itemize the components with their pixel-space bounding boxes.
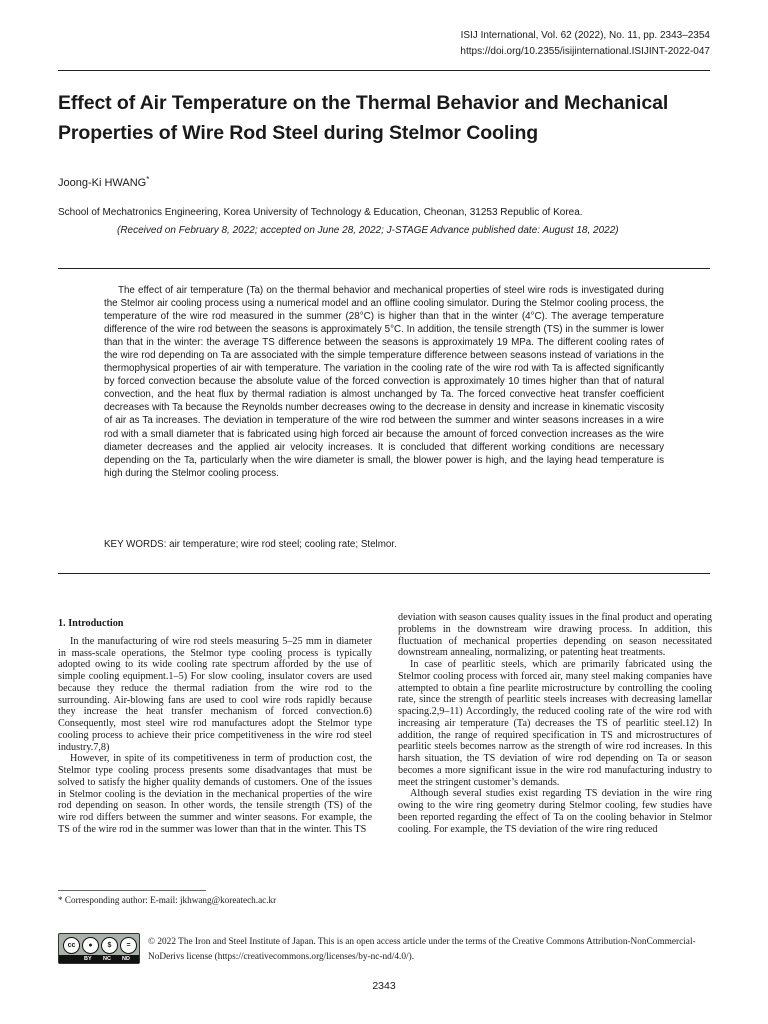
body-paragraph: In the manufacturing of wire rod steels measuring 5–25 mm in diameter in mass-scale operations, the Stelmor type cooling process is typically adopted owing to its wide cooling rate spectrum afforded by the use of simple cooling equipment.1–5) For slow cooling, insulator covers are used because they reduce the thermal radiation from the wire rod to the surrounding. Air-blowing fans are used to cool wire rods rapidly because they increase the heat transfer mechanism of forced convection.6) Consequently, most steel wire rod manufactures adopt the Stelmor type cooling process to achieve their price competitiveness in the wire rod steel industry.7,8) — [58, 635, 372, 753]
section-heading-introduction: 1. Introduction — [58, 618, 124, 629]
journal-header — [460, 28, 710, 60]
cc-icon: cc — [63, 937, 80, 954]
abstract-top-rule — [58, 268, 710, 269]
left-column — [58, 612, 372, 836]
cc-nc-label: NC — [103, 956, 111, 962]
author-line — [58, 177, 149, 189]
journal-citation: ISIJ International, Vol. 62 (2022), No. 11, pp. 2343–2354 — [460, 30, 710, 41]
abstract: The effect of air temperature (Ta) on the thermal behavior and mechanical properties of steel wire rods is investigated during the Stelmor air cooling process using a numerical model and an offline cooling simulator. During the Stelmor cooling process, the temperature of the wire rod measured in the summer (28°C) is higher than that in the winter (4°C). The average temperature difference of the wire rod between the seasons is approximately 5°C. In addition, the tensile strength (TS) in the summer is lower than that in the winter: the average TS difference between the seasons is approximately 19 MPa. The different cooling rates of the wire rod depending on Ta are associated with the simple temperature difference between seasons instead of variations in the thermophysical properties of air with temperature. The variation in the cooling rate of the wire rod with Ta is affected significantly by forced convection because the absolute value of the forced convection is approximately 10 times higher than that of natural convection, and the heat flux by thermal radiation is almost unchanged by Ta. The forced convective heat transfer coefficient decreases with Ta because the Reynolds number decreases owing to the decrease in density and increase in kinematic viscosity of air as Ta increases. The deviation in temperature of the wire rod between the summer and winter seasons increases in a wire rod with a small diameter that is fabricated using high forced air because the amount of forced convection increases as the wire diameter decreases and the applied air velocity increases. It is concluded that different working conditions are necessary depending on the Ta, particularly when the wire diameter is small, the blower power is high, and the laying head temperature is high during the Stelmor cooling process. — [104, 285, 664, 479]
right-column — [398, 612, 712, 835]
doi-link[interactable]: https://doi.org/10.2355/isijinternational.ISIJINT-2022-047 — [460, 46, 710, 57]
author-name: Joong-Ki HWANG — [58, 177, 147, 189]
license-notice: © 2022 The Iron and Steel Institute of Japan. This is an open access article under the terms of the Creative Commons Attribution-NonCommercial-NoDerivs license (https://creativecommons.org/licenses/by-nc-nd/4.0/). — [148, 937, 696, 962]
cc-nd-label: ND — [122, 956, 130, 962]
body-paragraph: deviation with season causes quality issues in the final product and operating problems in the downstream wire drawing process. In addition, this fluctuation of mechanical properties depending on season necessitated downstream annealing, normalizing, or patenting heat treatments. — [398, 612, 712, 659]
cc-badge-strip — [59, 955, 139, 963]
abstract-bottom-rule — [58, 573, 710, 574]
body-paragraph: Although several studies exist regarding TS deviation in the wire ring owing to the wire ring geometry during Stelmor cooling, few studies have been reported regarding the effect of Ta on the cooling behavior in Stelmor cooling. For example, the TS deviation of the wire ring reduced — [398, 788, 712, 835]
footnote-rule — [58, 890, 206, 891]
keywords: KEY WORDS: air temperature; wire rod steel; cooling rate; Stelmor. — [104, 539, 397, 550]
cc-by-label: BY — [84, 956, 92, 962]
corresponding-author-footnote: * Corresponding author: E-mail: jkhwang@koreatech.ac.kr — [58, 895, 277, 905]
body-paragraph: In case of pearlitic steels, which are primarily fabricated using the Stelmor cooling process with forced air, many steel making companies have attempted to obtain a fine pearlite microstructure by controlling the cooling rate, since the strength of pearlitic steels increases with decreasing lamellar spacing.2,9–11) Accordingly, the reduced cooling rate of the wire rod with increasing air temperature (Ta) decreases the TS of pearlitic steel.12) In addition, the range of required specification in TS and microstructures of pearlitic steels becomes narrow as the strength of wire rod increases. In this harsh situation, the TS deviation of wire rod depending on Ta or season becomes a more significant issue in the wire rod manufacturing industry to meet the stringent customer’s demands. — [398, 659, 712, 788]
page-number: 2343 — [372, 980, 396, 992]
article-title: Effect of Air Temperature on the Thermal Behavior and Mechanical Properties of Wire Rod Steel during Stelmor Cooling — [58, 92, 669, 144]
header-rule — [58, 70, 710, 71]
creative-commons-badge[interactable] — [58, 933, 140, 964]
corresponding-mark: * — [146, 175, 150, 184]
body-paragraph: However, in spite of its competitiveness in term of production cost, the Stelmor type cooling process presents some disadvantages that must be solved to satisfy the higher quality demands of customers. One of the issues in Stelmor cooling is the deviation in the mechanical properties of the wire rod depending on season. In other words, the tensile strength (TS) of the wire rod differs between the summer and winter seasons. For example, the TS of the wire rod in the summer was lower than that in the winter. This TS — [58, 753, 372, 835]
noncommercial-icon: $ — [101, 937, 118, 954]
affiliation: School of Mechatronics Engineering, Korea University of Technology & Education, Cheonan, 31253 Republic of Korea. — [58, 207, 583, 218]
noderivs-icon: = — [120, 937, 137, 954]
by-person-icon: ● — [82, 937, 99, 954]
received-dates: (Received on February 8, 2022; accepted on June 28, 2022; J-STAGE Advance published date: August 18, 2022) — [117, 225, 619, 236]
